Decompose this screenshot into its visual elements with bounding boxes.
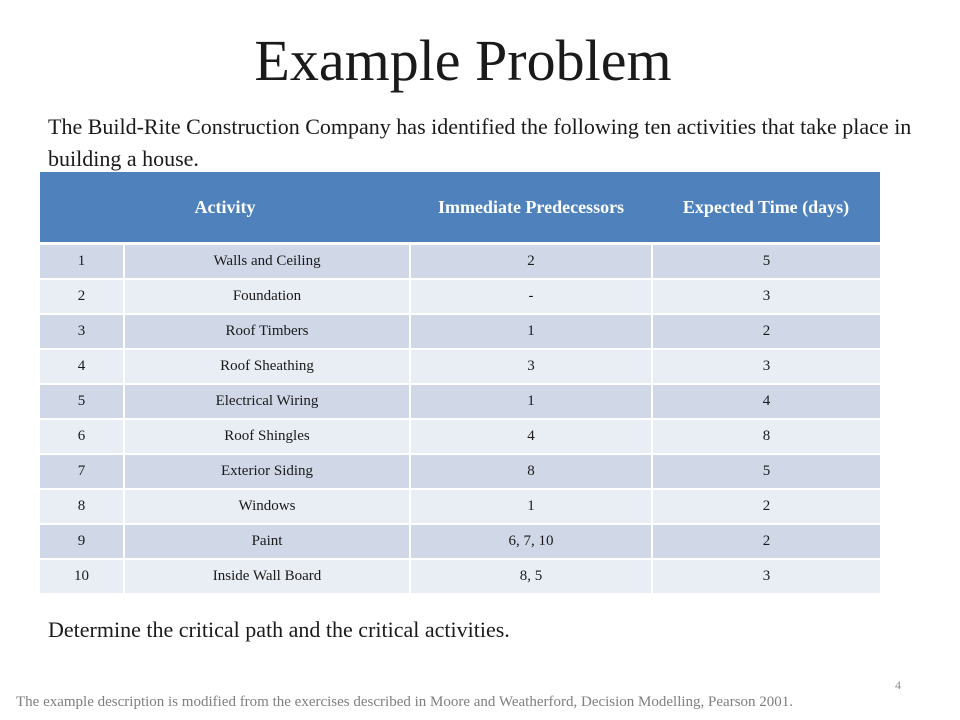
cell-predecessors: -: [410, 279, 652, 314]
cell-predecessors: 2: [410, 244, 652, 280]
cell-expected-time: 2: [652, 314, 880, 349]
cell-activity-name: Foundation: [124, 279, 410, 314]
cell-activity-number: 6: [40, 419, 124, 454]
page-number: 4: [895, 678, 901, 692]
cell-activity-name: Roof Shingles: [124, 419, 410, 454]
cell-predecessors: 8, 5: [410, 559, 652, 593]
cell-activity-number: 8: [40, 489, 124, 524]
cell-activity-number: 10: [40, 559, 124, 593]
cell-activity-number: 1: [40, 244, 124, 280]
cell-expected-time: 8: [652, 419, 880, 454]
cell-activity-number: 9: [40, 524, 124, 559]
cell-activity-number: 7: [40, 454, 124, 489]
cell-activity-name: Paint: [124, 524, 410, 559]
table-row: [40, 489, 880, 524]
cell-predecessors: 6, 7, 10: [410, 524, 652, 559]
cell-activity-name: Roof Sheathing: [124, 349, 410, 384]
cell-expected-time: 3: [652, 279, 880, 314]
cell-expected-time: 3: [652, 559, 880, 593]
cell-activity-name: Roof Timbers: [124, 314, 410, 349]
cell-predecessors: 1: [410, 314, 652, 349]
header-expected-time: Expected Time (days): [652, 172, 880, 244]
cell-activity-number: 5: [40, 384, 124, 419]
cell-activity-name: Inside Wall Board: [124, 559, 410, 593]
cell-predecessors: 4: [410, 419, 652, 454]
cell-predecessors: 3: [410, 349, 652, 384]
table-row: [40, 559, 880, 593]
table-row: [40, 279, 880, 314]
cell-activity-number: 4: [40, 349, 124, 384]
cell-expected-time: 2: [652, 524, 880, 559]
cell-activity-number: 3: [40, 314, 124, 349]
table-row: [40, 314, 880, 349]
cell-expected-time: 3: [652, 349, 880, 384]
cell-predecessors: 8: [410, 454, 652, 489]
table-row: [40, 524, 880, 559]
activity-table: [40, 172, 880, 593]
cell-activity-name: Electrical Wiring: [124, 384, 410, 419]
question-text: Determine the critical path and the critical activities.: [48, 617, 510, 642]
cell-expected-time: 2: [652, 489, 880, 524]
cell-activity-name: Exterior Siding: [124, 454, 410, 489]
table-row: [40, 419, 880, 454]
header-activity: Activity: [40, 172, 410, 244]
cell-expected-time: 5: [652, 454, 880, 489]
cell-activity-name: Windows: [124, 489, 410, 524]
table-row: [40, 384, 880, 419]
slide-title: Example Problem: [254, 28, 672, 93]
intro-text: The Build-Rite Construction Company has identified the following ten activities that take place in building a house.: [48, 114, 912, 171]
table-row: [40, 349, 880, 384]
cell-activity-number: 2: [40, 279, 124, 314]
table-row: [40, 244, 880, 280]
cell-activity-name: Walls and Ceiling: [124, 244, 410, 280]
cell-predecessors: 1: [410, 489, 652, 524]
footnote: The example description is modified from the exercises described in Moore and Weatherford, Decision Modelling, Pearson 2001.: [16, 694, 794, 710]
table-row: [40, 454, 880, 489]
table-header-row: [40, 172, 880, 244]
header-predecessors: Immediate Predecessors: [410, 172, 652, 244]
cell-expected-time: 5: [652, 244, 880, 280]
cell-predecessors: 1: [410, 384, 652, 419]
cell-expected-time: 4: [652, 384, 880, 419]
